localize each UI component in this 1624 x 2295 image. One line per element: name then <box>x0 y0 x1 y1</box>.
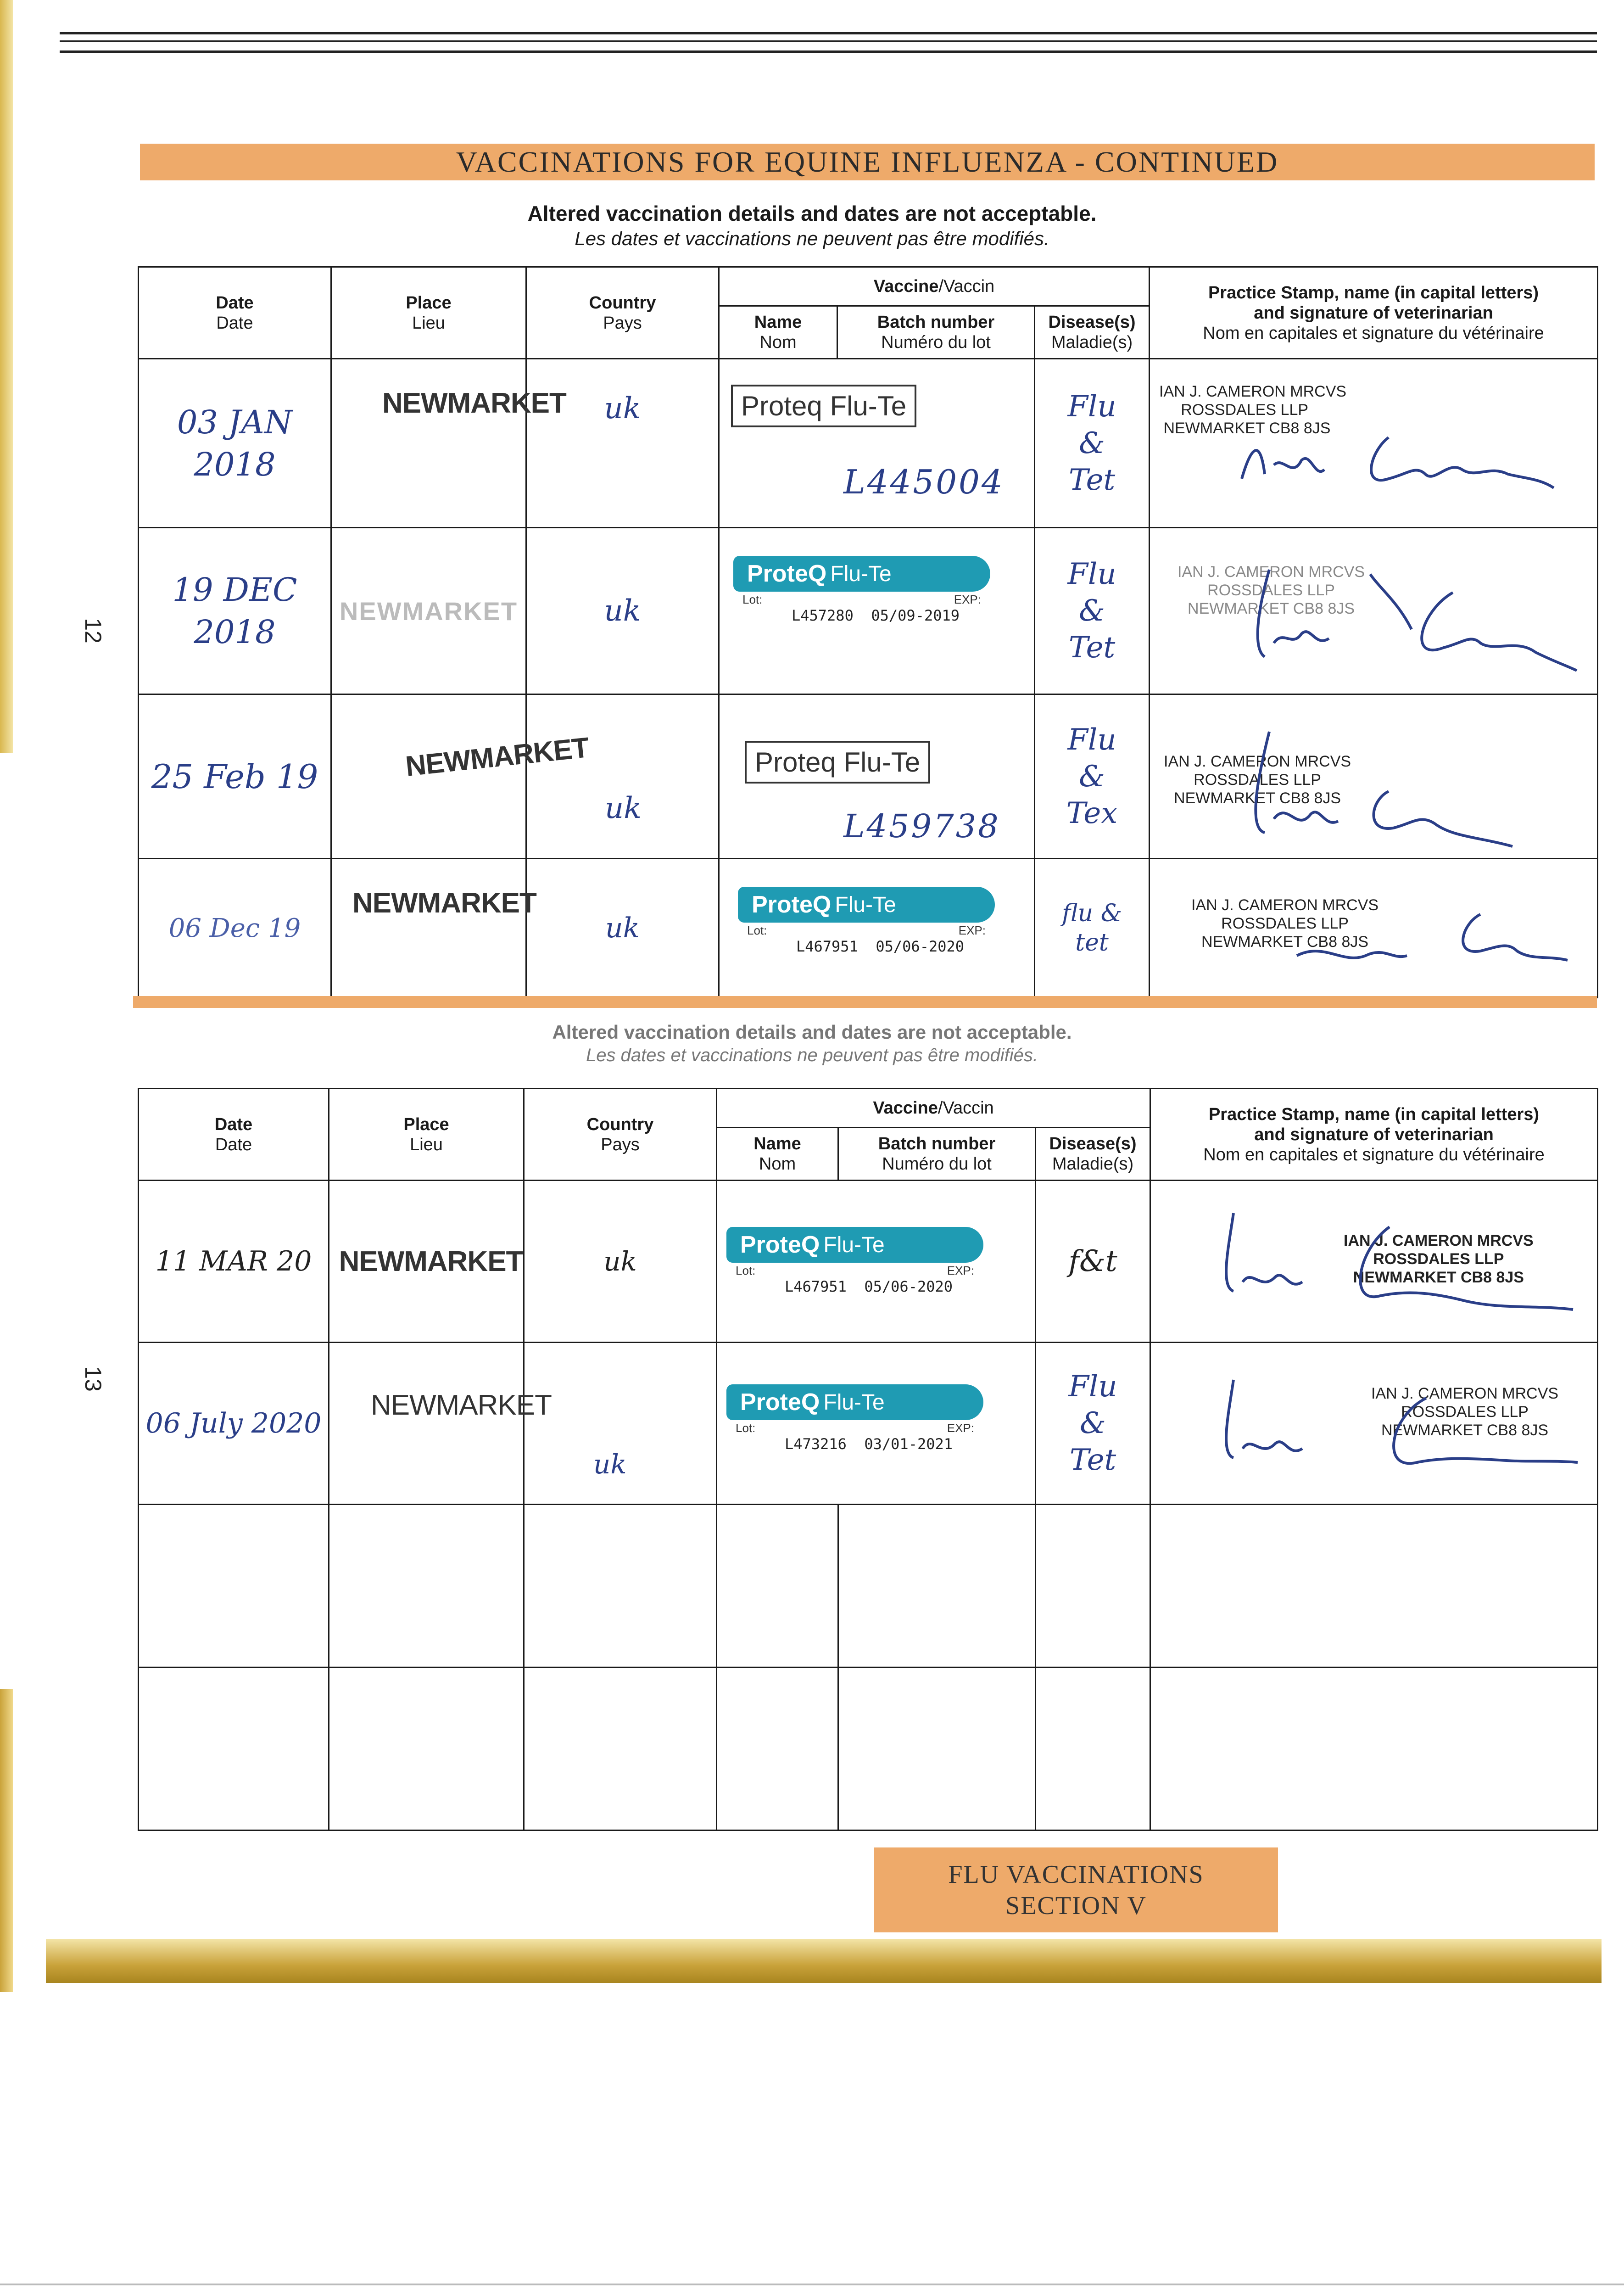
col-disease-header: Disease(s) Maladie(s) <box>1036 1128 1150 1181</box>
disease-cell: Flu & Tet <box>1067 557 1116 665</box>
vet-signature <box>1288 887 1572 979</box>
vaccine-sticker: ProteQ Flu-Te Lot: EXP: L467951 05/06-2020 <box>726 1227 983 1295</box>
empty-cell <box>139 1668 329 1830</box>
divider-strip <box>133 996 1597 1008</box>
vet-signature <box>1188 1199 1582 1319</box>
col-country-header: Country Pays <box>526 267 719 359</box>
gold-edge-bottom <box>0 1689 13 1992</box>
date-cell: 11 MAR 20 <box>155 1245 312 1277</box>
top-rule-3 <box>60 50 1597 53</box>
col-batch-header: Batch number Numéro du lot <box>837 306 1035 359</box>
col-vaccine-header: Vaccine/Vaccin <box>719 267 1150 306</box>
date-cell: 19 DEC 2018 <box>172 571 297 651</box>
place-stamp: NEWMARKET <box>404 732 591 783</box>
section-banner <box>140 144 1595 180</box>
banner-title: VACCINATIONS FOR EQUINE INFLUENZA - CONTINUED <box>456 146 1279 178</box>
vet-stamp: IAN J. CAMERON MRCVS ROSSDALES LLP NEWMARKET CB8 8JS <box>1371 1385 1559 1439</box>
vet-stamp: IAN J. CAMERON MRCVS ROSSDALES LLP NEWMARKET CB8 8JS <box>1164 753 1351 807</box>
empty-cell <box>1150 1668 1598 1830</box>
country-cell: uk <box>603 1246 637 1277</box>
col-practice-header: Practice Stamp, name (in capital letters) and signature of veterinarian Nom en capitales et signature du vétérinaire <box>1150 1089 1598 1181</box>
empty-cell <box>139 1505 329 1668</box>
page-number-12: 12 <box>80 618 106 644</box>
table-row <box>139 1181 1598 1343</box>
col-name-header: Name Nom <box>717 1128 838 1181</box>
empty-cell <box>717 1505 838 1668</box>
warning-fr: Les dates et vaccinations ne peuvent pas être modifiés. <box>586 1045 1038 1065</box>
disease-cell: f&t <box>1068 1244 1117 1278</box>
vet-signature <box>1188 1371 1582 1481</box>
disease-cell: flu & tet <box>1062 900 1122 957</box>
col-name-header: Name Nom <box>719 306 837 359</box>
vet-stamp: IAN J. CAMERON MRCVS ROSSDALES LLP NEWMARKET CB8 8JS <box>1178 563 1365 617</box>
place-stamp: NEWMARKET <box>371 1389 552 1421</box>
empty-cell <box>329 1505 524 1668</box>
table-row <box>139 359 1598 528</box>
disease-cell: Flu & Tet <box>1068 1370 1117 1477</box>
warning-top <box>0 201 1624 250</box>
vet-stamp: IAN J. CAMERON MRCVS ROSSDALES LLP NEWMARKET CB8 8JS <box>1191 896 1379 951</box>
vet-signature <box>1205 556 1581 675</box>
vet-signature <box>1233 410 1563 502</box>
batch-number: L459738 <box>843 807 1000 845</box>
place-stamp: NEWMARKET <box>339 1245 523 1277</box>
table-row <box>139 694 1598 859</box>
col-place-header: Place Lieu <box>331 267 526 359</box>
col-vaccine-header: Vaccine/Vaccin <box>717 1089 1150 1128</box>
empty-cell <box>717 1668 838 1830</box>
footer-line-1: FLU VACCINATIONS <box>948 1860 1204 1889</box>
vaccine-name-box: Proteq Flu-Te <box>731 385 916 427</box>
empty-cell <box>838 1505 1036 1668</box>
col-country-header: Country Pays <box>524 1089 717 1181</box>
vet-stamp: IAN J. CAMERON MRCVS ROSSDALES LLP NEWMARKET CB8 8JS <box>1344 1232 1534 1286</box>
vaccine-sticker: ProteQ Flu-Te Lot: EXP: L467951 05/06-2020 <box>738 887 995 955</box>
empty-cell <box>329 1668 524 1830</box>
date-cell: 25 Feb 19 <box>151 757 318 796</box>
empty-cell <box>524 1505 717 1668</box>
top-rule-2 <box>60 40 1597 42</box>
country-cell: uk <box>593 1449 627 1480</box>
table-row <box>139 1505 1598 1668</box>
country-cell: uk <box>604 594 641 628</box>
empty-cell <box>1036 1668 1150 1830</box>
gold-bottom-band <box>46 1939 1602 1983</box>
vaccine-sticker: ProteQ Flu-Te Lot: EXP: L457280 05/09-2019 <box>733 556 990 624</box>
col-date-header: Date Date <box>139 267 331 359</box>
disease-cell: Flu & Tet <box>1067 389 1116 497</box>
empty-cell <box>1036 1505 1150 1668</box>
warning-lower <box>0 1021 1624 1066</box>
country-cell: uk <box>604 392 641 425</box>
col-date-header: Date Date <box>139 1089 329 1181</box>
date-cell: 06 Dec 19 <box>168 913 301 943</box>
col-disease-header: Disease(s) Maladie(s) <box>1035 306 1150 359</box>
disease-cell: Flu & Tex <box>1066 722 1118 830</box>
top-rule-1 <box>60 32 1597 34</box>
page-number-13: 13 <box>80 1366 106 1392</box>
vet-signature <box>1196 722 1545 851</box>
vaccination-table-upper <box>138 266 1598 998</box>
section-footer-tab <box>874 1847 1278 1932</box>
scan-edge <box>0 2284 1624 2285</box>
empty-cell <box>524 1668 717 1830</box>
date-cell: 06 July 2020 <box>145 1407 322 1439</box>
country-cell: uk <box>605 912 640 944</box>
col-practice-header: Practice Stamp, name (in capital letters) and signature of veterinarian Nom en capitales et signature du vétérinaire <box>1150 267 1598 359</box>
vaccine-name-box: Proteq Flu-Te <box>745 741 930 784</box>
vaccine-sticker: ProteQ Flu-Te Lot: EXP: L473216 03/01-2021 <box>726 1384 983 1453</box>
place-stamp: NEWMARKET <box>352 887 536 919</box>
table-row <box>139 859 1598 998</box>
empty-cell <box>1150 1505 1598 1668</box>
vaccination-table-lower <box>138 1088 1598 1831</box>
warning-en: Altered vaccination details and dates are not acceptable. <box>527 202 1097 225</box>
col-batch-header: Batch number Numéro du lot <box>838 1128 1036 1181</box>
date-cell: 03 JAN 2018 <box>177 403 293 483</box>
place-stamp: NEWMARKET <box>382 387 566 419</box>
col-place-header: Place Lieu <box>329 1089 524 1181</box>
gold-edge-top <box>0 0 13 753</box>
empty-cell <box>838 1668 1036 1830</box>
warning-fr: Les dates et vaccinations ne peuvent pas être modifiés. <box>575 228 1049 249</box>
warning-en: Altered vaccination details and dates are not acceptable. <box>552 1021 1072 1043</box>
batch-number: L445004 <box>843 463 1005 501</box>
place-stamp: NEWMARKET <box>339 596 518 626</box>
vet-stamp: IAN J. CAMERON MRCVS ROSSDALES LLP NEWMARKET CB8 8JS <box>1159 383 1347 437</box>
footer-line-2: SECTION V <box>1005 1891 1147 1920</box>
table-row <box>139 1343 1598 1505</box>
country-cell: uk <box>605 791 642 825</box>
table-row <box>139 1668 1598 1830</box>
table-row <box>139 528 1598 694</box>
